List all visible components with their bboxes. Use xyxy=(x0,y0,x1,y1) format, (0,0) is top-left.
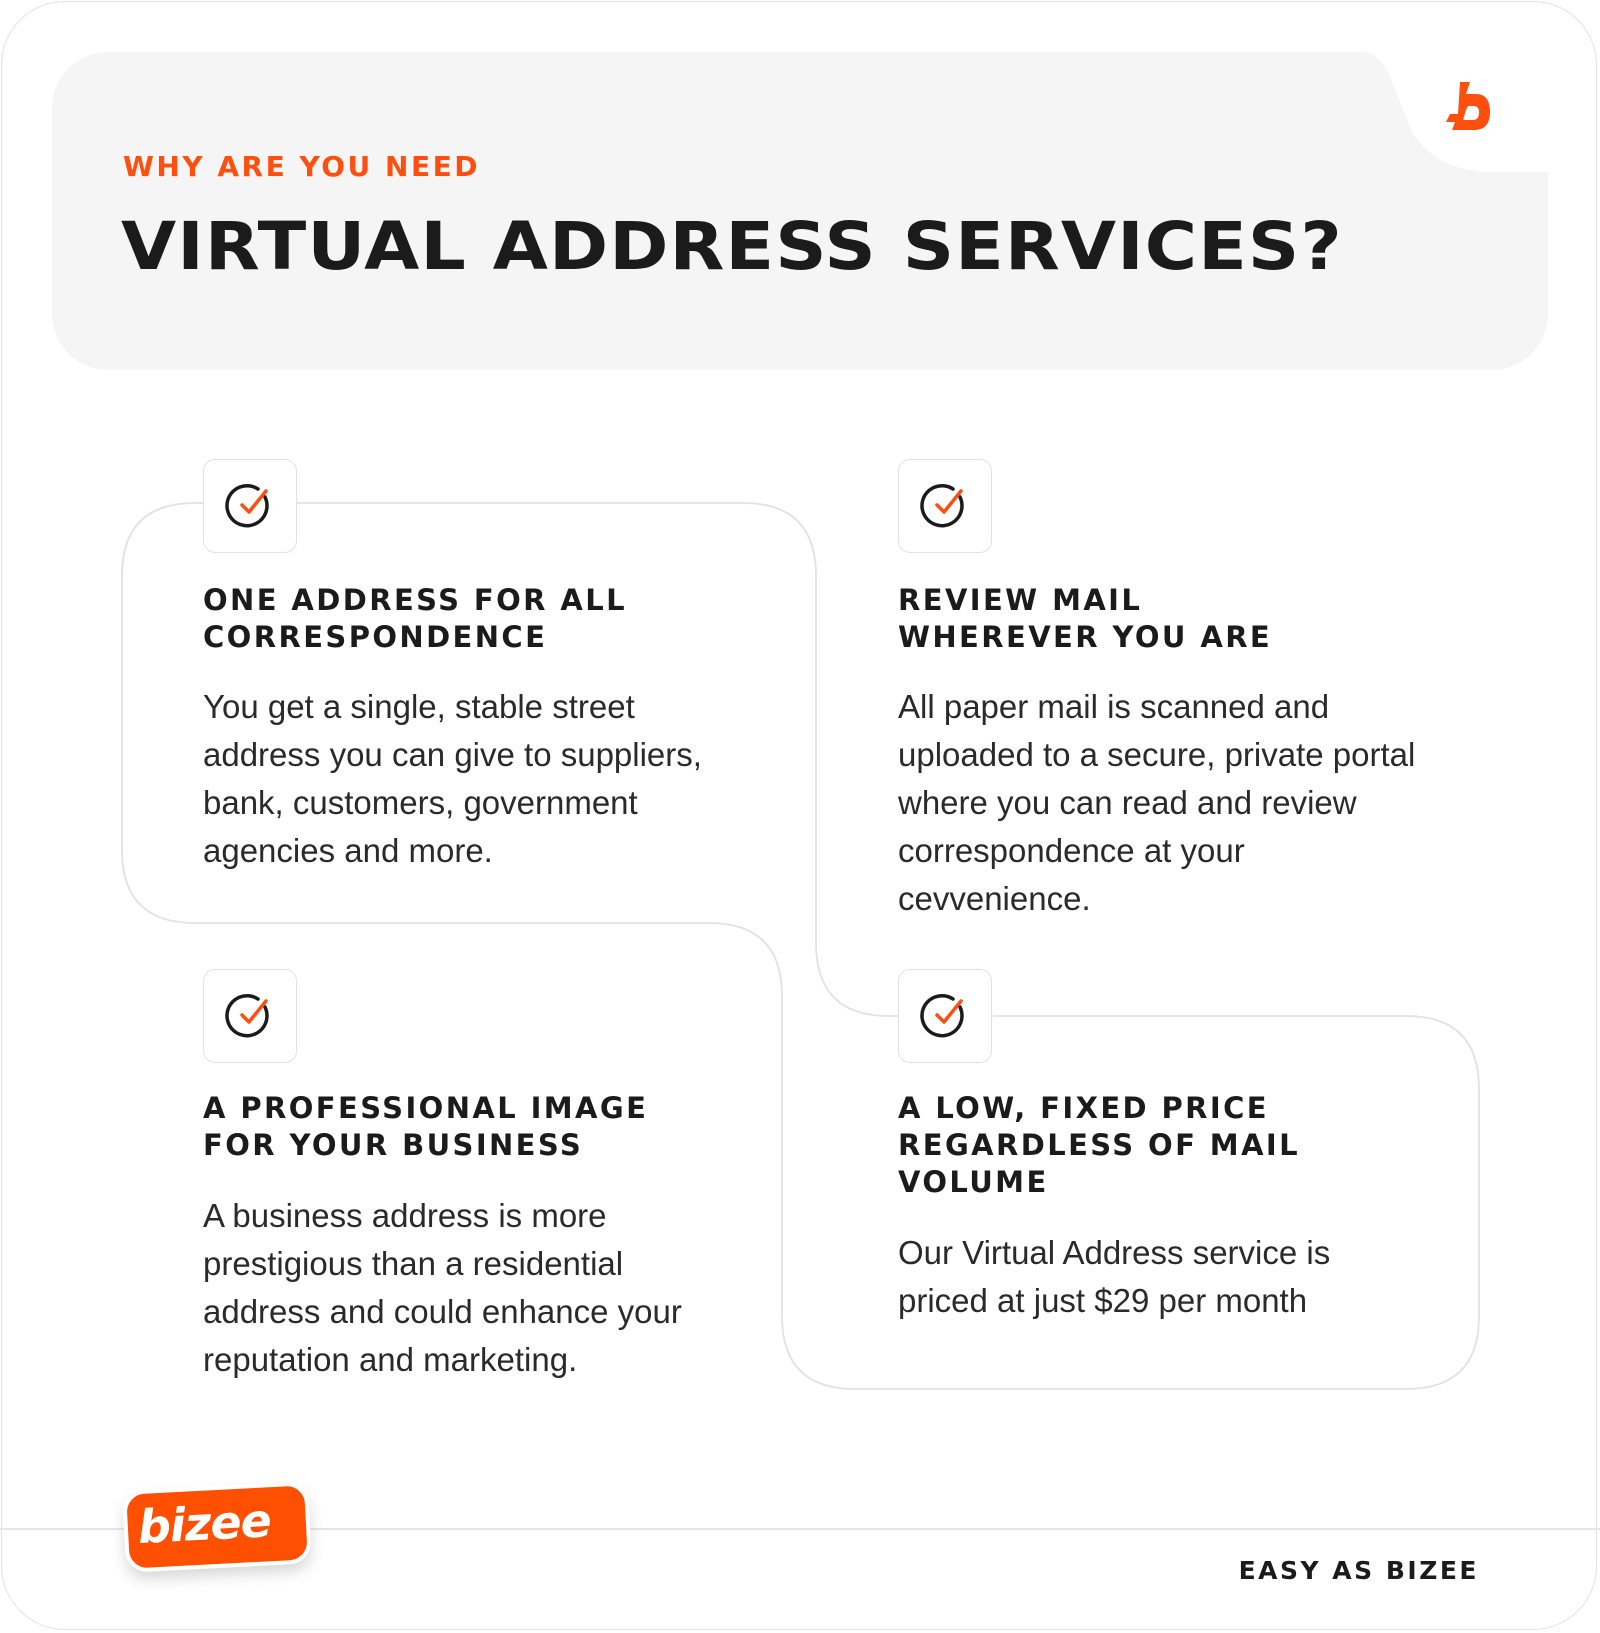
card-3-heading xyxy=(203,1090,648,1164)
body-line: agencies and more. xyxy=(203,832,493,869)
body-line: address and could enhance your xyxy=(203,1293,682,1330)
bizee-logo xyxy=(122,1481,312,1573)
body-line: uploaded to a secure, private portal xyxy=(898,736,1416,773)
heading-line: FOR YOUR BUSINESS xyxy=(203,1128,584,1162)
check-circle-icon xyxy=(225,481,275,531)
card-4-icon-box xyxy=(898,969,992,1063)
header-subtitle: WHY ARE YOU NEED xyxy=(123,150,480,183)
footer-tagline: EASY AS BIZEE xyxy=(1238,1556,1479,1585)
body-line: bank, customers, government xyxy=(203,784,638,821)
body-line: priced at just $29 per month xyxy=(898,1282,1308,1319)
logo-wordmark: bizee xyxy=(136,1493,273,1555)
body-line: address you can give to suppliers, xyxy=(203,736,702,773)
heading-line: A LOW, FIXED PRICE xyxy=(898,1091,1269,1125)
card-1-heading xyxy=(203,582,627,656)
body-line: cevvenience. xyxy=(898,880,1091,917)
card-2-icon-box xyxy=(898,459,992,553)
body-line: correspondence at your xyxy=(898,832,1245,869)
body-line: Our Virtual Address service is xyxy=(898,1234,1331,1271)
card-1-icon-box xyxy=(203,459,297,553)
check-circle-icon xyxy=(920,991,970,1041)
heading-line: ONE ADDRESS FOR ALL xyxy=(203,583,628,617)
heading-line: REVIEW MAIL xyxy=(898,583,1143,617)
card-4-body xyxy=(898,1229,1478,1325)
card-2-heading xyxy=(898,582,1272,656)
body-line: prestigious than a residential xyxy=(203,1245,624,1282)
heading-line: A PROFESSIONAL IMAGE xyxy=(203,1091,649,1125)
heading-line: WHEREVER YOU ARE xyxy=(898,620,1273,654)
body-line: You get a single, stable street xyxy=(203,688,635,725)
card-4-heading xyxy=(898,1090,1300,1201)
card-3-icon-box xyxy=(203,969,297,1063)
heading-line: VOLUME xyxy=(898,1165,1049,1199)
check-circle-icon xyxy=(225,991,275,1041)
body-line: A business address is more xyxy=(203,1197,607,1234)
body-line: where you can read and review xyxy=(898,784,1357,821)
heading-line: CORRESPONDENCE xyxy=(203,620,548,654)
page-title: VIRTUAL ADDRESS SERVICES? xyxy=(121,208,1343,285)
body-line: reputation and marketing. xyxy=(203,1341,578,1378)
card-1-body xyxy=(203,683,783,875)
card-3-body xyxy=(203,1192,783,1384)
body-line: All paper mail is scanned and xyxy=(898,688,1330,725)
check-circle-icon xyxy=(920,481,970,531)
card-2-body xyxy=(898,683,1478,923)
heading-line: REGARDLESS OF MAIL xyxy=(898,1128,1300,1162)
